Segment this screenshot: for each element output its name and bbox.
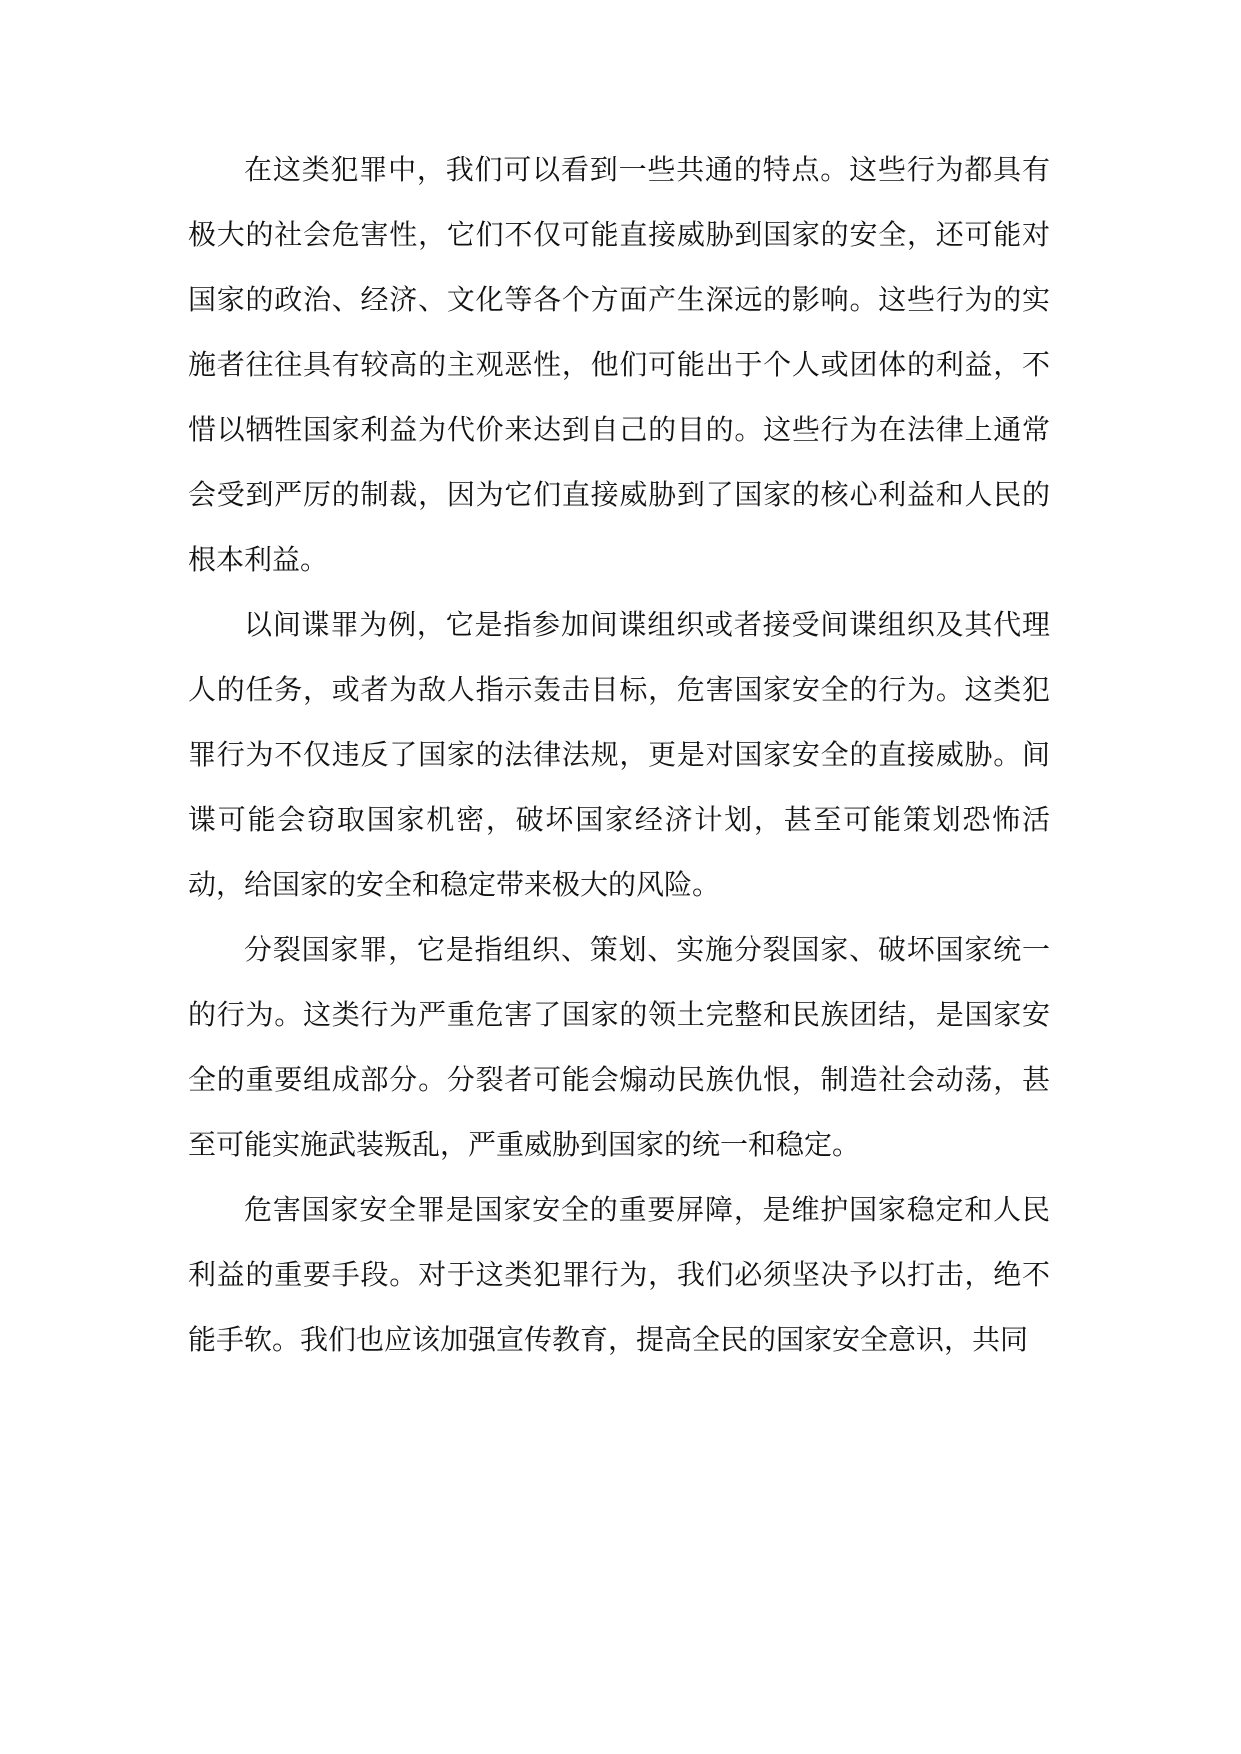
- paragraph-secession: 分裂国家罪，它是指组织、策划、实施分裂国家、破坏国家统一的行为。这类行为严重危害了国家的领土完整和民族团结，是国家安全的重要组成部分。分裂者可能会煽动民族仇恨，制造社会动荡，甚至可能实施武装叛乱，严重威胁到国家的统一和稳定。: [188, 933, 1050, 1161]
- document-body: [188, 137, 1050, 1372]
- paragraph-conclusion: 危害国家安全罪是国家安全的重要屏障，是维护国家稳定和人民利益的重要手段。对于这类犯罪行为，我们必须坚决予以打击，绝不能手软。我们也应该加强宣传教育，提高全民的国家安全意识，共同: [188, 1193, 1050, 1356]
- paragraph-common-features: 在这类犯罪中，我们可以看到一些共通的特点。这些行为都具有极大的社会危害性，它们不仅可能直接威胁到国家的安全，还可能对国家的政治、经济、文化等各个方面产生深远的影响。这些行为的实施者往往具有较高的主观恶性，他们可能出于个人或团体的利益，不惜以牺牲国家利益为代价来达到自己的目的。这些行为在法律上通常会受到严厉的制裁，因为它们直接威胁到了国家的核心利益和人民的根本利益。: [188, 153, 1050, 576]
- paragraph-espionage: 以间谍罪为例，它是指参加间谍组织或者接受间谍组织及其代理人的任务，或者为敌人指示轰击目标，危害国家安全的行为。这类犯罪行为不仅违反了国家的法律法规，更是对国家安全的直接威胁。间谍可能会窃取国家机密，破坏国家经济计划，甚至可能策划恐怖活动，给国家的安全和稳定带来极大的风险。: [188, 608, 1050, 901]
